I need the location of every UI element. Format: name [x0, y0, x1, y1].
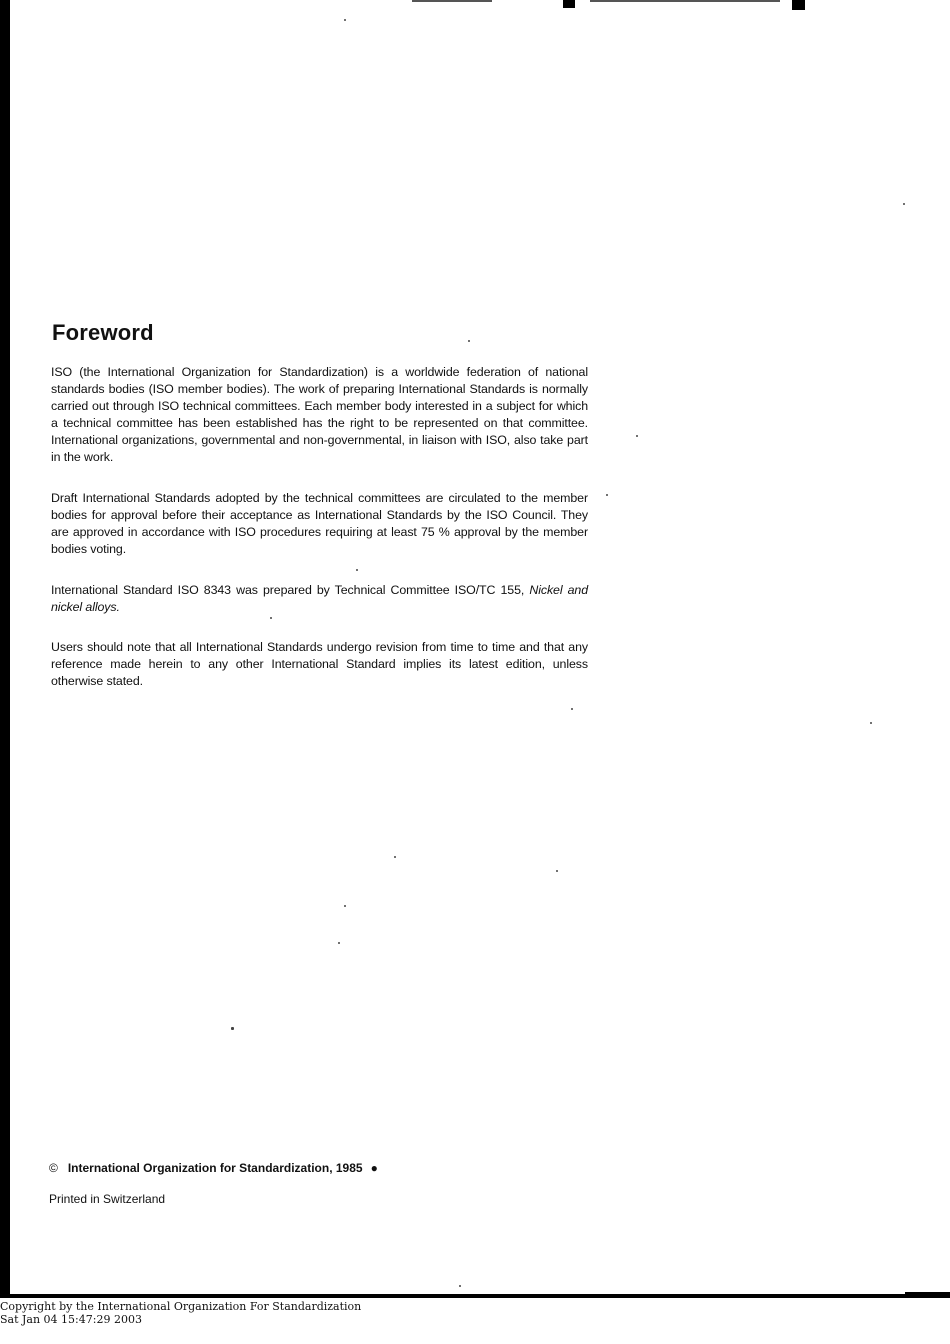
scan-header-remnant — [412, 0, 492, 2]
scan-footer-timestamp: Sat Jan 04 15:47:29 2003 — [0, 1313, 142, 1326]
scan-speck — [270, 617, 272, 619]
scan-speck — [338, 942, 340, 944]
scan-speck — [356, 569, 358, 571]
foreword-paragraph-4: Users should note that all International Standards undergo revision from time to time and that any reference made herein to any other International Standard implies its latest edition, unless otherwise stated. — [51, 640, 588, 688]
bullet-icon: ● — [370, 1161, 378, 1175]
scan-speck — [344, 19, 346, 21]
scan-registration-mark — [563, 0, 575, 8]
scan-speck — [556, 870, 558, 872]
scan-speck — [394, 856, 396, 858]
copyright-notice — [49, 1161, 378, 1175]
copyright-text: International Organization for Standardization, 1985 — [67, 1161, 363, 1175]
scan-border-bottom — [0, 1294, 950, 1298]
copyright-symbol: © — [49, 1161, 58, 1175]
scan-border-left — [0, 0, 10, 1297]
scan-speck — [636, 435, 638, 437]
scan-header-remnant — [590, 0, 780, 2]
scan-speck — [903, 203, 905, 205]
scan-registration-mark — [792, 0, 805, 10]
scan-speck — [468, 340, 470, 342]
foreword-paragraph-2: Draft International Standards adopted by the technical committees are circulated to the member bodies for approval before their acceptance as International Standards by the ISO Council. They are approved in accordance with ISO procedures requiring at least 75 % approval by the member bodies voting. — [51, 491, 588, 556]
scan-border-bottom-right — [905, 1292, 950, 1295]
committee-name: Nickel and nickel alloys. — [51, 583, 588, 614]
scan-speck — [231, 1027, 234, 1030]
scan-footer-copyright: Copyright by the International Organization For Standardization — [0, 1300, 362, 1313]
foreword-paragraph-3 — [51, 582, 588, 616]
scan-footer — [0, 1300, 361, 1326]
scan-speck — [344, 905, 346, 907]
scan-speck — [870, 722, 872, 724]
foreword-title: Foreword — [52, 320, 154, 345]
foreword-paragraph-1: ISO (the International Organization for Standardization) is a worldwide federation of national standards bodies (ISO member bodies). The work of preparing International Standards is normally carried out through ISO technical committees. Each member body interested in a subject for which a technical committee has been established has the right to be represented on that committee. International organizations, governmental and non-governmental, in liaison with ISO, also take part in the work. — [51, 365, 588, 464]
printed-in-notice: Printed in Switzerland — [49, 1192, 166, 1206]
prepared-by-text: International Standard ISO 8343 was prepared by Technical Committee ISO/TC 155, — [51, 583, 525, 597]
scan-speck — [606, 494, 608, 496]
scan-speck — [459, 1285, 461, 1287]
scan-speck — [571, 708, 573, 710]
